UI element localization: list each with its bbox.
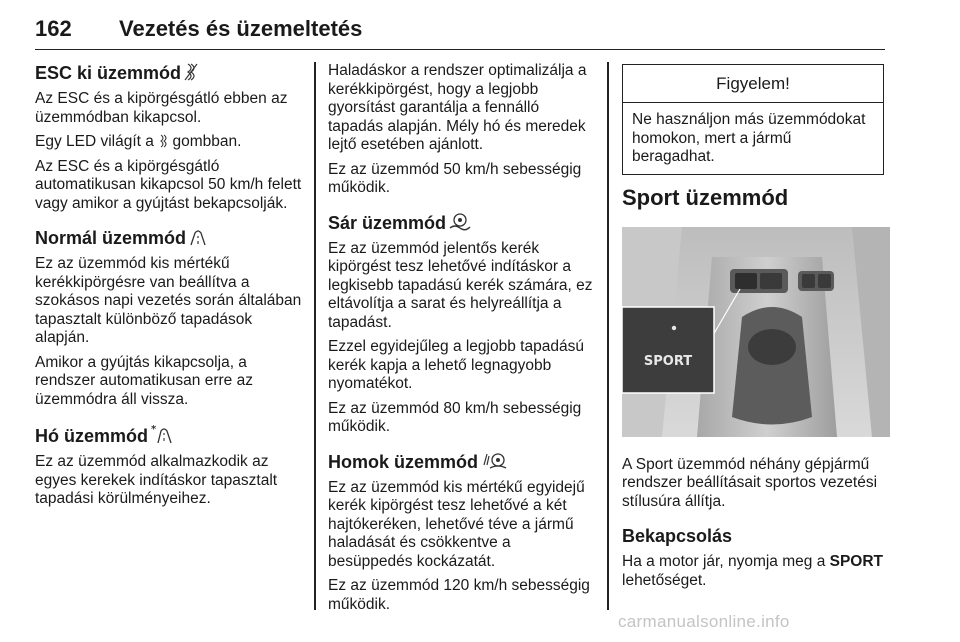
warning-box [622,64,884,175]
column-left [35,62,303,515]
warning-text: Ne használjon más üzemmódokat homokon, mert a jármű beragadhat. [632,111,866,165]
esc-off-p1: Az ESC és a kipörgésgátló ebben az üzemmódban kikapcsol. [35,90,288,126]
page-header [35,8,885,50]
sport-mode-heading: Sport üzemmód [622,184,789,210]
esc-off-heading: ESC ki üzemmód [35,62,303,84]
mud-mode-heading: Sár üzemmód [328,212,593,234]
snow-mode-heading: Hó üzemmód * [35,423,303,447]
snow-road-icon [151,423,175,445]
mud-wheel-icon [449,212,471,232]
normal-road-icon [189,227,207,247]
photo-sport-label: SPORT [643,353,693,369]
watermark: carmanualsonline.info [618,612,790,631]
normal-mode-p1: Ez az üzemmód kis mértékű kerékkipörgésre van beállítva a szokásos napi vezetés során általában tapasztalt különböző tapadások alapján. [35,255,302,346]
snow-mode-p2: Haladáskor a rendszer optimalizálja a kerékkipörgést, hogy a legjobb gyorsítást garantálja a fennálló tapadás alapján. Mély hó és meredek lejtő esetében ajánlott. [328,62,587,153]
activation-heading: Bekapcsolás [622,526,733,546]
snow-mode-p3: Ez az üzemmód 50 km/h sebességig működik. [328,160,582,196]
sport-button-photo [622,227,890,437]
esc-off-small-icon [158,134,168,148]
sand-mode-p1: Ez az üzemmód kis mértékű egyidejű kerék kipörgést tesz lehetővé a két hajtókeréken, lehetővé téve a jármű haladását és csökkentve a besüppedés kockázatát. [328,478,585,570]
esc-off-icon [184,62,198,82]
warning-title: Figyelem! [623,65,883,103]
normal-mode-heading: Normál üzemmód [35,227,303,249]
sand-wheel-icon [481,451,507,471]
sport-button-label: SPORT [829,553,884,570]
page-title: Vezetés és üzemeltetés [119,16,363,41]
activation-text: Ha a motor jár, nyomja meg a SPORT lehetőséget. [622,553,884,589]
esc-off-p3: Az ESC és a kipörgésgátló automatikusan kikapcsol 50 km/h felett vagy amikor a gyújtást bekapcsolják. [35,157,302,212]
mud-mode-p1: Ez az üzemmód jelentős kerék kipörgést tesz lehetővé indításkor a legkisebb tapadású kerék számára, ez eltávolítja a sarat és helyreállítja a tapadást. [328,239,593,331]
snow-mode-p1: Ez az üzemmód alkalmazkodik az egyes kerekek indításkor tapasztalt tapadási körülményeihez. [35,453,278,507]
column-middle [328,62,593,620]
mud-mode-p2: Ezzel egyidejűleg a legjobb tapadású kerék kapja a lehető legnagyobb nyomatékot. [328,338,584,392]
normal-mode-p2: Amikor a gyújtás kikapcsolja, a rendszer automatikusan erre az üzemmódra áll vissza. [35,353,253,408]
esc-off-p2: Egy LED világít a gombban. [35,133,242,150]
column-divider-2 [607,62,609,610]
mud-mode-p3: Ez az üzemmód 80 km/h sebességig működik. [328,399,582,435]
column-right [622,64,890,596]
sand-mode-p2: Ez az üzemmód 120 km/h sebességig működik. [328,577,590,613]
sand-mode-heading: Homok üzemmód [328,451,593,473]
svg-text:*: * [151,424,157,435]
sport-mode-p1: A Sport üzemmód néhány gépjármű rendszer beállításait sportos vezetési stílusúra állítja. [622,455,878,510]
column-divider-1 [314,62,316,610]
page-number: 162 [35,16,72,41]
